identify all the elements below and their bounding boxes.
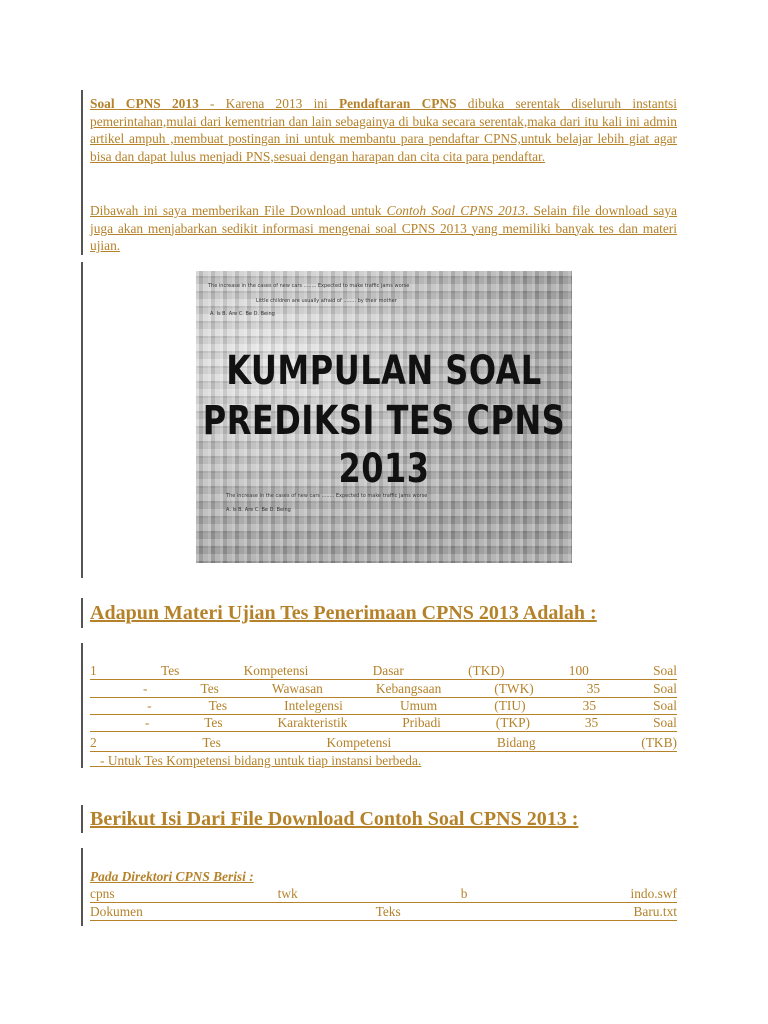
image-scribble-3: A. Is B. Are C. Be D. Being — [210, 311, 275, 317]
directory-cell: Baru.txt — [633, 904, 677, 919]
materi-cell: Soal — [653, 715, 677, 730]
materi-cell: Tes — [202, 735, 221, 750]
left-rule — [81, 598, 83, 628]
materi-row[interactable] — [90, 680, 677, 698]
materi-cell: Bidang — [496, 735, 536, 750]
materi-cell: 35 — [584, 715, 599, 730]
materi-cell: 100 — [568, 663, 589, 678]
materi-row[interactable] — [90, 697, 677, 715]
directory-row[interactable] — [90, 903, 677, 921]
intro-text-1: - Karena 2013 ini — [198, 96, 339, 111]
materi-row[interactable] — [90, 662, 677, 680]
directory-cell: twk — [277, 886, 298, 901]
image-title-line2: PREDIKSI TES CPNS — [202, 396, 566, 444]
materi-cell: Tes — [160, 663, 180, 678]
image-scribble-2: Little children are usually afraid of ........ by their mother — [256, 298, 397, 304]
materi-cell: (TKP) — [495, 715, 530, 730]
materi-cell: - — [143, 681, 148, 696]
intro-paragraph[interactable] — [90, 95, 677, 165]
materi-cell: Kebangsaan — [375, 681, 442, 696]
materi-cell: (TIU) — [494, 698, 526, 713]
materi-cell: Wawasan — [271, 681, 323, 696]
image-title-line3: 2013 — [338, 444, 430, 492]
intro-text-2: dibuka serentak diseluruh instantsi pemerintahan,mulai dari kementrian dan lain sebagainya di buka secara serentak,maka dari itu kali ini admin artikel ampuh ,membuat postingan ini untuk membantu para pendaftar CPNS,untuk belajar lebih giat agar bisa dan dapat lulus menjadi PNS,sesuai dengan harapan dan cita cita para pendaftar. — [90, 96, 677, 164]
cover-image — [196, 271, 572, 563]
materi-cell: Soal — [653, 681, 677, 696]
intro-lead: Soal CPNS 2013 — [90, 96, 199, 111]
materi-cell: - — [144, 715, 150, 730]
materi-cell: 1 — [90, 663, 97, 678]
materi-cell: Soal — [653, 698, 677, 713]
directory-cell: Teks — [375, 904, 401, 919]
materi-cell: Pribadi — [402, 715, 441, 730]
image-scribble-bottom-2: A. Is B. Are C. Be D. Being — [226, 507, 291, 513]
left-rule — [81, 262, 83, 578]
directory-cell: cpns — [90, 886, 115, 901]
materi-cell: Kompetensi — [326, 735, 392, 750]
materi-row[interactable] — [90, 714, 677, 732]
directory-row[interactable] — [90, 885, 677, 903]
materi-cell: (TWK) — [494, 681, 534, 696]
directory-label[interactable]: Pada Direktori CPNS Berisi : — [90, 869, 254, 884]
heading-file-download[interactable]: Berikut Isi Dari File Download Contoh Soal CPNS 2013 : — [90, 808, 579, 830]
image-scribble-1: The increase in the cases of new cars ........ Expected to make traffic jams worse — [208, 283, 410, 289]
materi-cell: Umum — [400, 698, 438, 713]
directory-cell: Dokumen — [90, 904, 143, 919]
materi-cell: (TKB) — [641, 735, 677, 750]
materi-cell: Karakteristik — [277, 715, 348, 730]
materi-cell: Tes — [200, 681, 219, 696]
materi-cell: Kompetensi — [243, 663, 309, 678]
image-title-line1: KUMPULAN SOAL — [226, 346, 542, 394]
image-scribble-bottom: The increase in the cases of new cars ........ Expected to make traffic jams worse — [226, 493, 428, 499]
materi-note[interactable]: - Untuk Tes Kompetensi bidang untuk tiap instansi berbeda. — [90, 753, 422, 768]
materi-cell: 35 — [586, 681, 601, 696]
directory-cell: indo.swf — [630, 886, 677, 901]
left-rule — [81, 643, 83, 768]
directory-cell: b — [460, 886, 468, 901]
materi-cell: Tes — [208, 698, 228, 713]
materi-cell: Dasar — [372, 663, 404, 678]
materi-cell: 35 — [582, 698, 597, 713]
download-text-2: . Selain file download saya juga akan menjabarkan sedikit informasi mengenai soal CPNS 2013 yang memiliki banyak tes dan materi ujian. — [90, 203, 677, 253]
heading-materi[interactable]: Adapun Materi Ujian Tes Penerimaan CPNS 2013 Adalah : — [90, 602, 597, 624]
materi-cell: - — [147, 698, 152, 713]
left-rule — [81, 805, 83, 833]
materi-cell: 2 — [90, 735, 97, 750]
materi-cell: Intelegensi — [284, 698, 343, 713]
materi-cell: Tes — [204, 715, 223, 730]
materi-cell: Soal — [653, 663, 677, 678]
download-paragraph[interactable] — [90, 202, 677, 255]
left-rule — [81, 90, 83, 255]
intro-bold-2: Pendaftaran CPNS — [338, 96, 457, 111]
materi-row[interactable] — [90, 734, 677, 752]
materi-cell: (TKD) — [468, 663, 505, 678]
download-text-1: Dibawah ini saya memberikan File Download untuk — [90, 203, 387, 218]
left-rule — [81, 848, 83, 926]
download-italic: Contoh Soal CPNS 2013 — [386, 203, 525, 218]
